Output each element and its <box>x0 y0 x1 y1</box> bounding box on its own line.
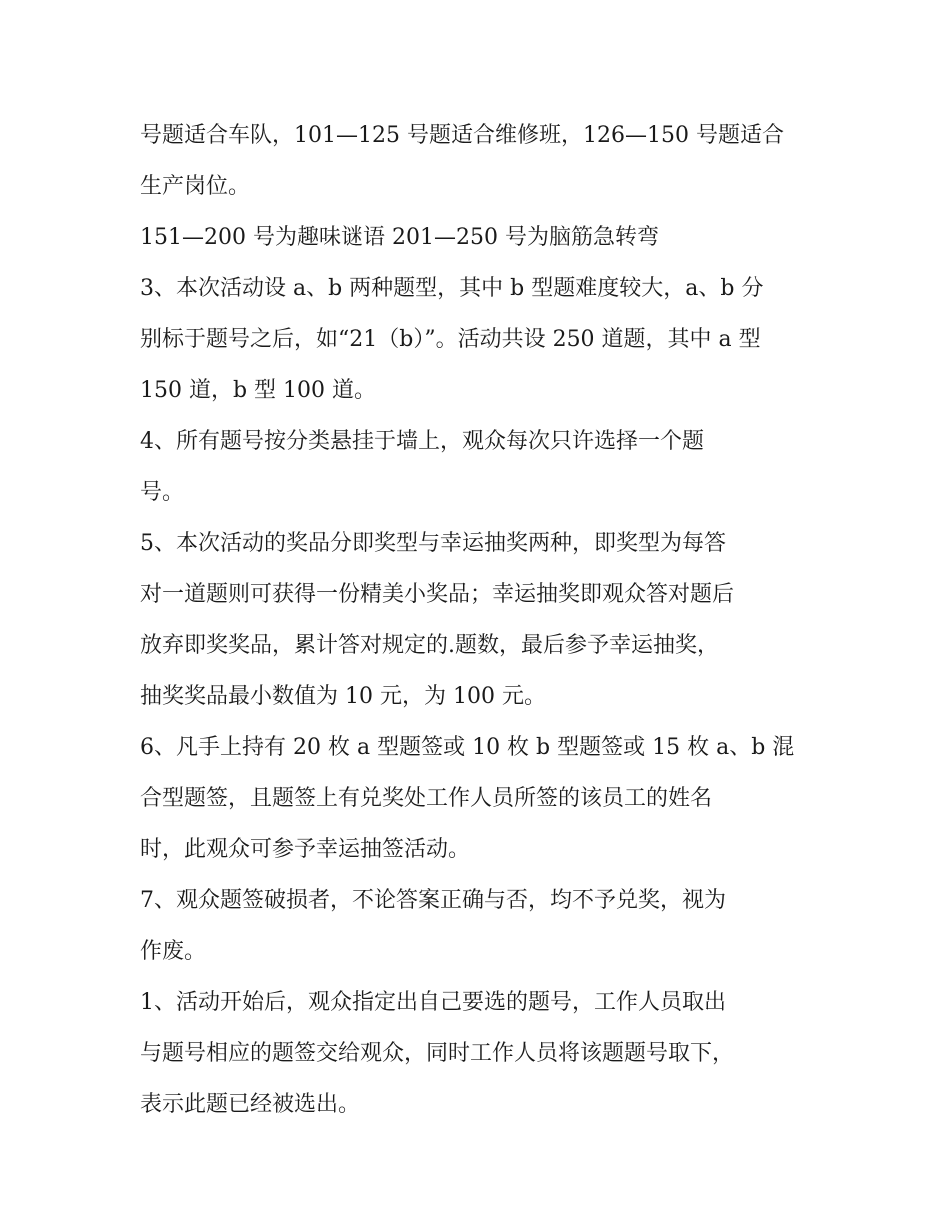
text-line: 时，此观众可参予幸运抽签活动。 <box>140 837 471 862</box>
text-line: 号。 <box>140 480 185 505</box>
text-line: 150 道，b 型 100 道。 <box>140 378 377 403</box>
text-line: 号题适合车队，101—125 号题适合维修班，126—150 号题适合 <box>140 123 784 148</box>
text-line: 对一道题则可获得一份精美小奖品；幸运抽奖即观众答对题后 <box>140 582 735 607</box>
text-line: 151—200 号为趣味谜语 201—250 号为脑筋急转弯 <box>140 225 659 250</box>
text-line: 7、观众题签破损者，不论答案正确与否，均不予兑奖，视为 <box>140 888 726 913</box>
text-line: 与题号相应的题签交给观众，同时工作人员将该题题号取下， <box>140 1041 735 1066</box>
text-line: 放弃即奖奖品，累计答对规定的.题数，最后参予幸运抽奖， <box>140 633 719 658</box>
text-line: 5、本次活动的奖品分即奖型与幸运抽奖两种，即奖型为每答 <box>140 531 726 556</box>
text-line: 6、凡手上持有 20 枚 a 型题签或 10 枚 b 型题签或 15 枚 a、b 混 <box>140 735 795 760</box>
text-line: 4、所有题号按分类悬挂于墙上，观众每次只许选择一个题 <box>140 429 704 454</box>
text-line: 生产岗位。 <box>140 174 251 199</box>
text-line: 3、本次活动设 a、b 两种题型，其中 b 型题难度较大，a、b 分 <box>140 276 764 301</box>
text-line: 别标于题号之后，如“21（b）”。活动共设 250 道题，其中 a 型 <box>140 327 761 352</box>
text-line: 1、活动开始后，观众指定出自己要选的题号，工作人员取出 <box>140 990 726 1015</box>
text-line: 作废。 <box>140 939 207 964</box>
text-line: 合型题签，且题签上有兑奖处工作人员所签的该员工的姓名 <box>140 786 713 811</box>
text-line: 抽奖奖品最小数值为 10 元，为 100 元。 <box>140 684 546 709</box>
document-body <box>140 110 830 1130</box>
text-line: 表示此题已经被选出。 <box>140 1092 361 1117</box>
